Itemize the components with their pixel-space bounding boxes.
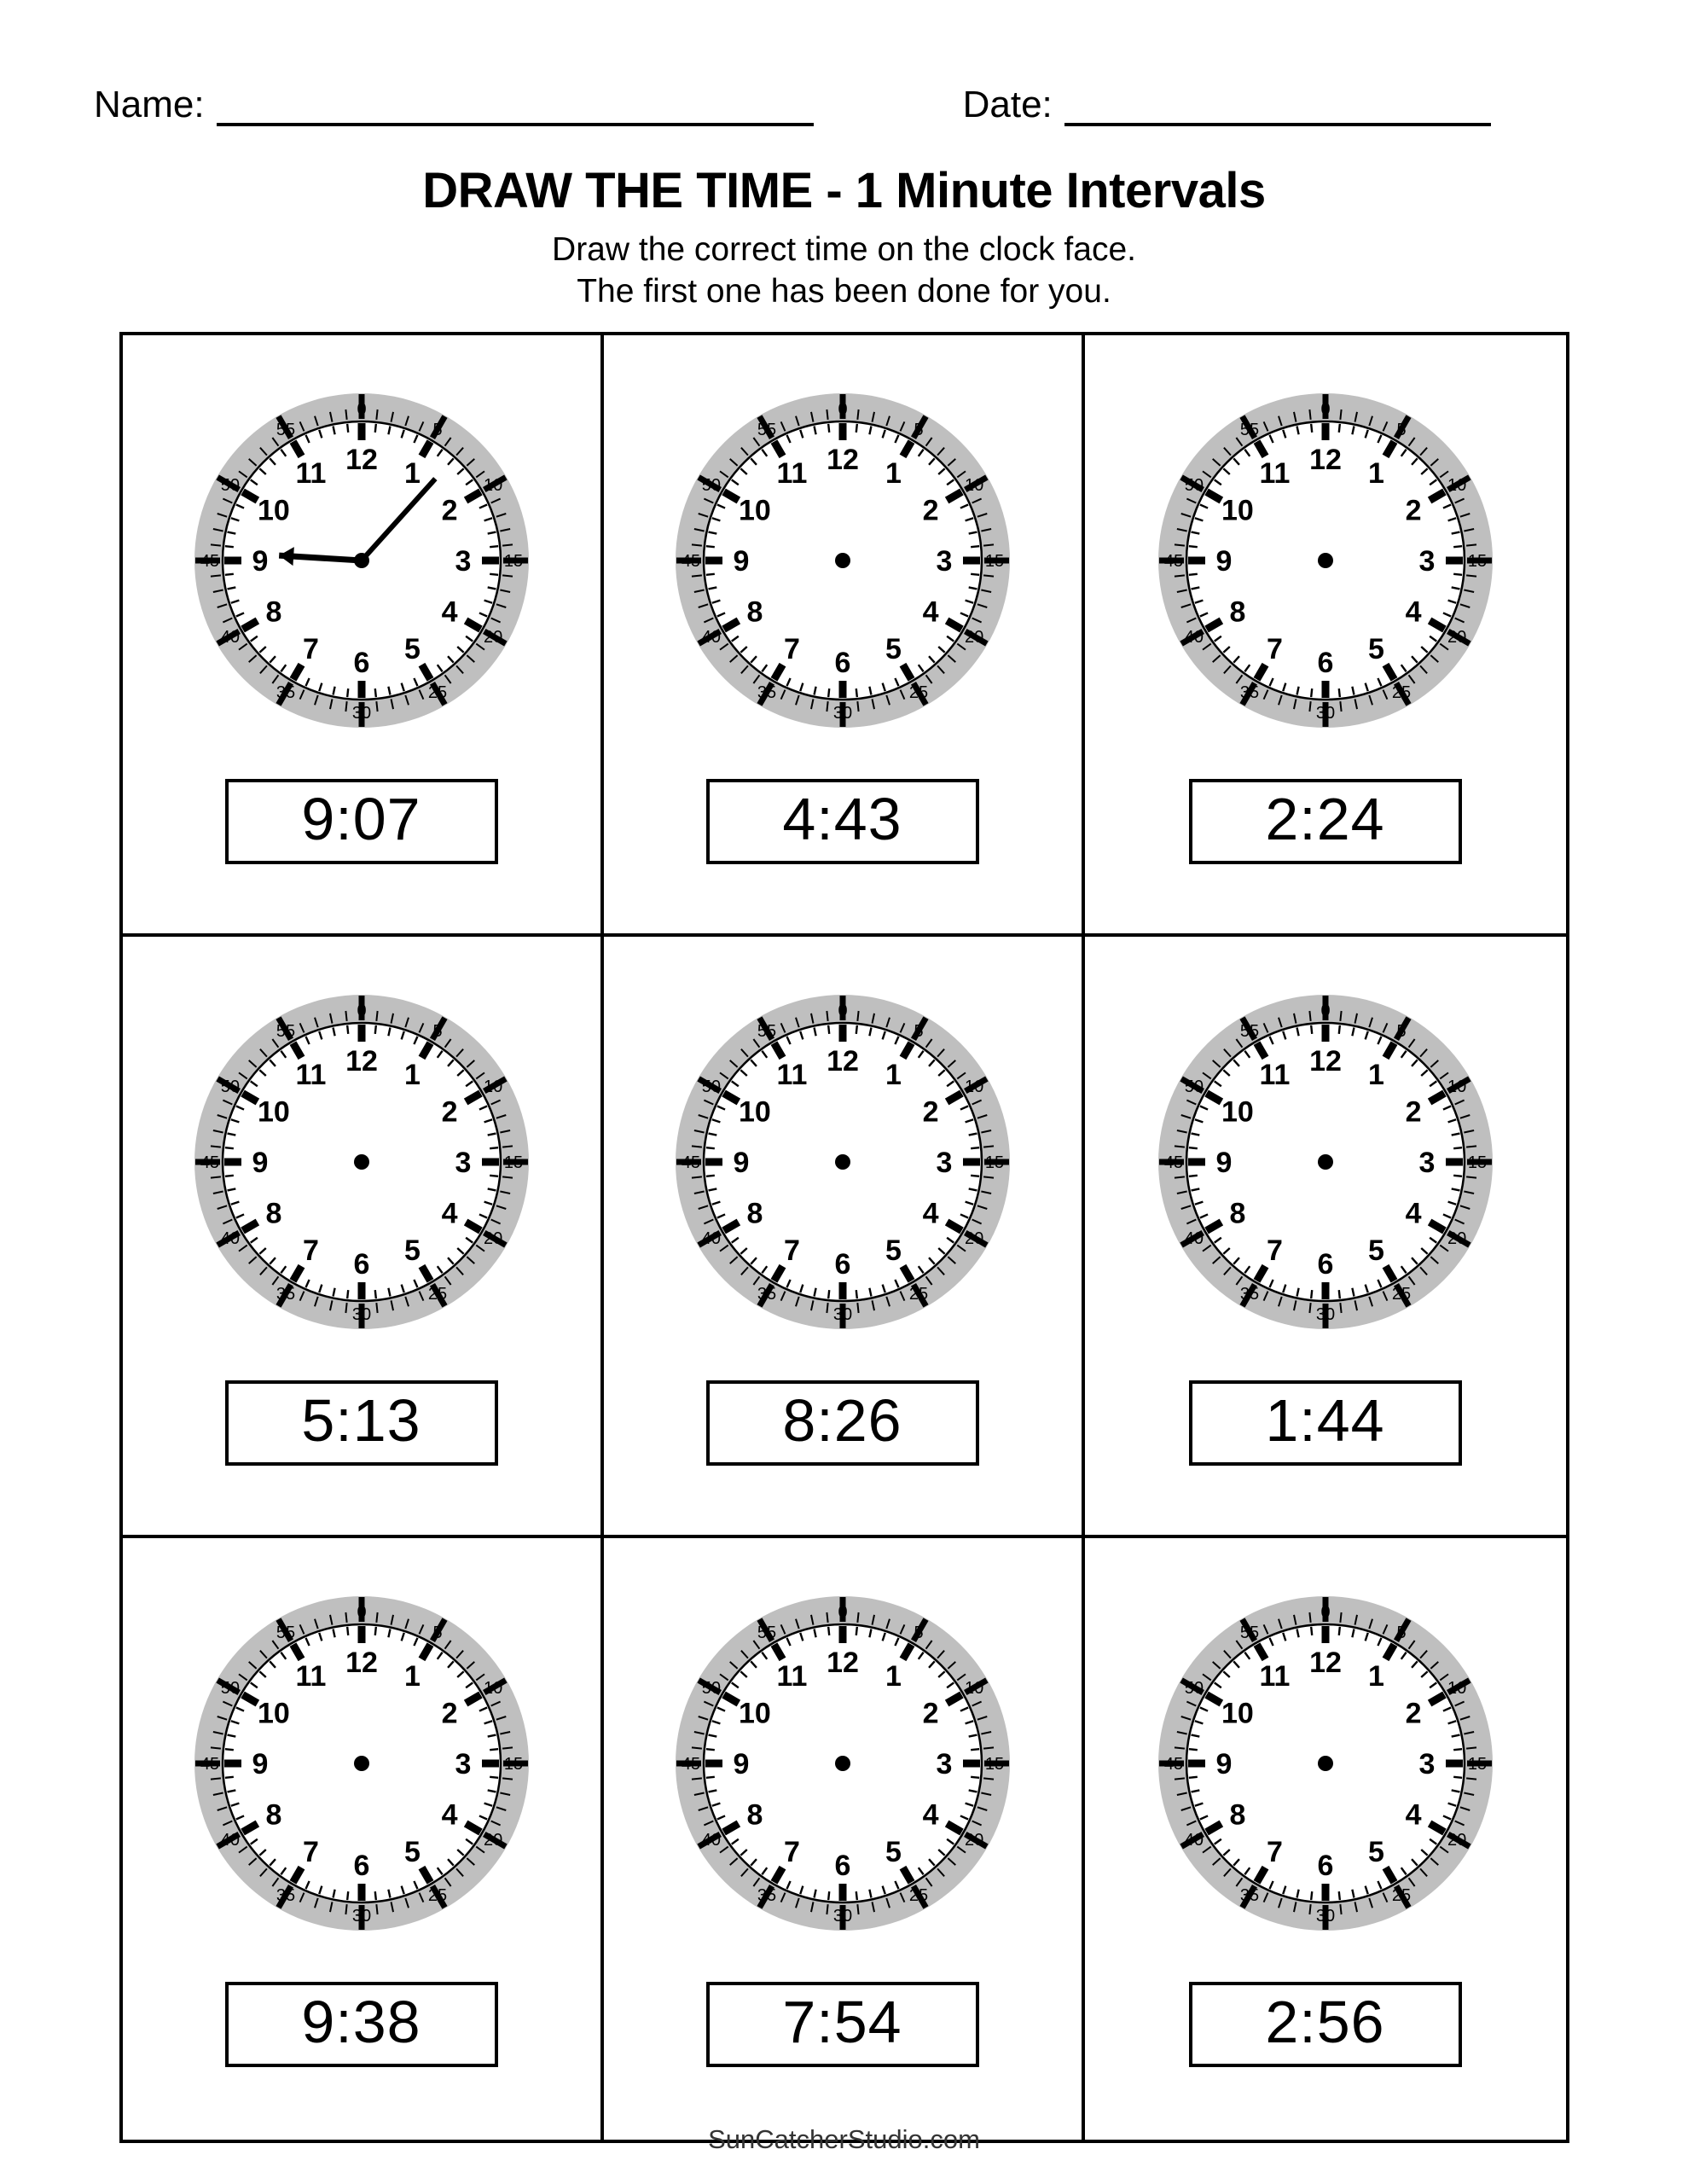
svg-text:35: 35	[1239, 1284, 1259, 1304]
svg-text:9: 9	[733, 1747, 749, 1780]
svg-text:7: 7	[1266, 632, 1283, 665]
svg-text:7: 7	[1266, 1234, 1283, 1267]
svg-text:50: 50	[220, 475, 240, 495]
svg-text:20: 20	[964, 627, 983, 647]
svg-text:3: 3	[1418, 544, 1435, 578]
svg-text:45: 45	[681, 1754, 700, 1774]
svg-text:20: 20	[1447, 627, 1466, 647]
time-label: 2:24	[1189, 779, 1462, 864]
time-label: 1:44	[1189, 1380, 1462, 1466]
svg-text:1: 1	[885, 1659, 902, 1693]
svg-text:30: 30	[351, 703, 371, 723]
svg-text:45: 45	[200, 1153, 219, 1172]
svg-text:50: 50	[220, 1077, 240, 1096]
svg-text:25: 25	[1391, 682, 1411, 702]
clock-problem-6	[1085, 937, 1566, 1538]
svg-text:15: 15	[503, 551, 523, 571]
svg-text:9: 9	[1215, 1146, 1232, 1179]
svg-text:11: 11	[295, 1659, 326, 1693]
svg-text:12: 12	[826, 443, 859, 476]
svg-text:20: 20	[1447, 1830, 1466, 1850]
svg-text:35: 35	[757, 682, 776, 702]
svg-text:7: 7	[302, 632, 319, 665]
svg-text:35: 35	[1239, 1885, 1259, 1905]
svg-text:5: 5	[403, 1234, 421, 1267]
svg-text:50: 50	[220, 1678, 240, 1698]
svg-text:15: 15	[1467, 551, 1487, 571]
svg-text:55: 55	[757, 1021, 776, 1041]
svg-text:45: 45	[200, 1754, 219, 1774]
svg-text:11: 11	[776, 1659, 807, 1693]
svg-text:5: 5	[432, 1623, 443, 1642]
svg-text:11: 11	[776, 1058, 807, 1091]
svg-text:3: 3	[936, 1747, 952, 1780]
svg-text:12: 12	[1308, 443, 1342, 476]
svg-text:25: 25	[908, 682, 928, 702]
svg-text:15: 15	[1467, 1153, 1487, 1172]
svg-text:0: 0	[837, 1001, 848, 1020]
svg-text:15: 15	[984, 1153, 1004, 1172]
svg-text:4: 4	[441, 1798, 458, 1831]
svg-text:10: 10	[483, 475, 502, 495]
svg-text:1: 1	[1367, 1058, 1384, 1091]
svg-text:15: 15	[1467, 1754, 1487, 1774]
clock-problem-5	[604, 937, 1085, 1538]
svg-text:30: 30	[832, 1906, 852, 1926]
svg-text:6: 6	[353, 646, 369, 679]
svg-text:3: 3	[936, 1146, 952, 1179]
svg-text:2: 2	[922, 1697, 939, 1729]
svg-text:45: 45	[1163, 1153, 1183, 1172]
svg-text:0: 0	[1320, 1602, 1331, 1622]
svg-text:8: 8	[1228, 595, 1245, 628]
name-label: Name:	[94, 84, 205, 125]
clock-face[interactable]	[1112, 1550, 1539, 1977]
svg-text:55: 55	[757, 1623, 776, 1642]
svg-text:6: 6	[1317, 1849, 1333, 1882]
time-label: 9:07	[225, 779, 498, 864]
svg-text:10: 10	[1221, 1095, 1254, 1128]
name-input[interactable]	[217, 85, 814, 126]
svg-text:55: 55	[276, 420, 295, 439]
svg-text:12: 12	[345, 1646, 378, 1679]
svg-text:2: 2	[922, 494, 939, 526]
svg-text:5: 5	[432, 420, 443, 439]
svg-text:20: 20	[483, 1228, 502, 1248]
page-title: DRAW THE TIME - 1 Minute Intervals	[422, 163, 1266, 218]
svg-text:5: 5	[1367, 1835, 1384, 1868]
svg-text:40: 40	[220, 1228, 240, 1248]
svg-text:30: 30	[1315, 703, 1335, 723]
svg-text:11: 11	[295, 456, 326, 490]
svg-text:7: 7	[1266, 1835, 1283, 1868]
svg-text:40: 40	[220, 627, 240, 647]
svg-text:40: 40	[1184, 627, 1204, 647]
clock-face[interactable]	[1112, 949, 1539, 1375]
svg-text:10: 10	[964, 1077, 983, 1096]
svg-text:6: 6	[1317, 646, 1333, 679]
svg-text:9: 9	[252, 544, 268, 578]
time-label: 4:43	[706, 779, 979, 864]
instruction-line-2: The first one has been done for you.	[577, 272, 1111, 310]
svg-text:2: 2	[441, 1095, 458, 1128]
svg-text:12: 12	[345, 443, 378, 476]
svg-text:50: 50	[1184, 1678, 1204, 1698]
svg-text:0: 0	[356, 1001, 367, 1020]
svg-text:2: 2	[441, 1697, 458, 1729]
svg-text:50: 50	[701, 1077, 721, 1096]
svg-text:45: 45	[1163, 551, 1183, 571]
svg-text:25: 25	[908, 1284, 928, 1304]
svg-text:10: 10	[1221, 494, 1254, 526]
svg-text:7: 7	[783, 1835, 800, 1868]
svg-text:4: 4	[922, 595, 939, 628]
svg-text:11: 11	[1259, 1659, 1290, 1693]
svg-text:8: 8	[264, 1798, 281, 1831]
svg-text:20: 20	[1447, 1228, 1466, 1248]
svg-text:7: 7	[783, 632, 800, 665]
svg-text:8: 8	[1228, 1197, 1245, 1229]
time-label: 7:54	[706, 1982, 979, 2067]
svg-text:40: 40	[701, 1830, 721, 1850]
svg-text:0: 0	[837, 1602, 848, 1622]
svg-text:5: 5	[913, 1021, 924, 1041]
svg-text:6: 6	[834, 646, 850, 679]
svg-text:40: 40	[1184, 1830, 1204, 1850]
svg-text:4: 4	[922, 1798, 939, 1831]
svg-text:4: 4	[922, 1197, 939, 1229]
svg-text:10: 10	[738, 494, 771, 526]
svg-text:4: 4	[1405, 1798, 1422, 1831]
svg-text:1: 1	[403, 456, 421, 490]
svg-text:50: 50	[1184, 1077, 1204, 1096]
svg-text:10: 10	[964, 1678, 983, 1698]
svg-text:6: 6	[834, 1247, 850, 1281]
svg-text:30: 30	[1315, 1304, 1335, 1324]
svg-text:45: 45	[681, 551, 700, 571]
svg-text:10: 10	[1447, 1678, 1466, 1698]
svg-text:10: 10	[738, 1697, 771, 1729]
svg-text:25: 25	[1391, 1885, 1411, 1905]
clock-problem-9	[1085, 1538, 1566, 2140]
svg-text:9: 9	[733, 544, 749, 578]
svg-text:45: 45	[1163, 1754, 1183, 1774]
svg-text:10: 10	[483, 1678, 502, 1698]
svg-text:9: 9	[733, 1146, 749, 1179]
svg-text:55: 55	[1239, 1021, 1259, 1041]
svg-text:25: 25	[908, 1885, 928, 1905]
svg-text:5: 5	[1395, 420, 1407, 439]
svg-text:35: 35	[276, 682, 295, 702]
clock-face[interactable]	[148, 347, 575, 774]
svg-text:20: 20	[483, 1830, 502, 1850]
time-label: 9:38	[225, 1982, 498, 2067]
clock-problem-2	[604, 335, 1085, 937]
svg-text:5: 5	[432, 1021, 443, 1041]
svg-text:25: 25	[427, 1284, 447, 1304]
clock-problem-7	[123, 1538, 604, 2140]
svg-text:35: 35	[757, 1284, 776, 1304]
svg-text:11: 11	[1259, 1058, 1290, 1091]
svg-text:5: 5	[885, 1234, 902, 1267]
svg-text:9: 9	[1215, 1747, 1232, 1780]
clock-face[interactable]	[148, 1550, 575, 1977]
svg-text:3: 3	[1418, 1146, 1435, 1179]
svg-text:15: 15	[503, 1754, 523, 1774]
svg-text:2: 2	[441, 494, 458, 526]
svg-text:1: 1	[885, 1058, 902, 1091]
svg-text:10: 10	[257, 1095, 290, 1128]
svg-text:6: 6	[834, 1849, 850, 1882]
svg-text:12: 12	[826, 1044, 859, 1077]
svg-text:35: 35	[276, 1885, 295, 1905]
svg-text:5: 5	[885, 1835, 902, 1868]
svg-text:50: 50	[701, 475, 721, 495]
svg-text:45: 45	[200, 551, 219, 571]
svg-text:0: 0	[356, 399, 367, 419]
clock-problem-3	[1085, 335, 1566, 937]
svg-text:20: 20	[964, 1830, 983, 1850]
svg-text:7: 7	[302, 1234, 319, 1267]
svg-text:2: 2	[1405, 494, 1422, 526]
footer-credit: SunCatcherStudio.com	[708, 2124, 980, 2154]
svg-text:12: 12	[1308, 1044, 1342, 1077]
svg-text:12: 12	[826, 1646, 859, 1679]
svg-text:55: 55	[1239, 1623, 1259, 1642]
clock-face[interactable]	[629, 347, 1056, 774]
svg-text:10: 10	[964, 475, 983, 495]
svg-text:4: 4	[1405, 1197, 1422, 1229]
svg-text:0: 0	[356, 1602, 367, 1622]
svg-text:30: 30	[832, 1304, 852, 1324]
date-label: Date:	[962, 84, 1053, 125]
svg-text:30: 30	[832, 703, 852, 723]
svg-text:50: 50	[701, 1678, 721, 1698]
clock-problem-4	[123, 937, 604, 1538]
svg-text:10: 10	[257, 494, 290, 526]
svg-text:7: 7	[302, 1835, 319, 1868]
svg-text:10: 10	[1447, 475, 1466, 495]
svg-text:40: 40	[220, 1830, 240, 1850]
svg-text:15: 15	[503, 1153, 523, 1172]
clock-problem-8	[604, 1538, 1085, 2140]
svg-text:2: 2	[1405, 1095, 1422, 1128]
svg-text:3: 3	[936, 544, 952, 578]
svg-text:1: 1	[1367, 1659, 1384, 1693]
svg-text:0: 0	[837, 399, 848, 419]
svg-text:5: 5	[1367, 632, 1384, 665]
svg-text:5: 5	[1395, 1623, 1407, 1642]
svg-text:6: 6	[353, 1849, 369, 1882]
svg-text:20: 20	[964, 1228, 983, 1248]
svg-text:55: 55	[276, 1021, 295, 1041]
svg-text:8: 8	[264, 1197, 281, 1229]
svg-text:35: 35	[276, 1284, 295, 1304]
clock-grid	[119, 332, 1569, 2143]
svg-text:5: 5	[403, 632, 421, 665]
svg-text:15: 15	[984, 1754, 1004, 1774]
time-label: 8:26	[706, 1380, 979, 1466]
svg-text:5: 5	[885, 632, 902, 665]
svg-text:30: 30	[1315, 1906, 1335, 1926]
svg-text:5: 5	[1367, 1234, 1384, 1267]
svg-text:8: 8	[745, 595, 763, 628]
time-label: 5:13	[225, 1380, 498, 1466]
clock-problem-1	[123, 335, 604, 937]
svg-text:55: 55	[757, 420, 776, 439]
svg-text:5: 5	[1395, 1021, 1407, 1041]
svg-text:5: 5	[913, 420, 924, 439]
svg-text:10: 10	[1221, 1697, 1254, 1729]
clock-face[interactable]	[148, 949, 575, 1375]
svg-text:3: 3	[455, 1747, 471, 1780]
svg-text:4: 4	[1405, 595, 1422, 628]
svg-text:50: 50	[1184, 475, 1204, 495]
svg-text:55: 55	[1239, 420, 1259, 439]
svg-text:15: 15	[984, 551, 1004, 571]
svg-text:7: 7	[783, 1234, 800, 1267]
svg-text:4: 4	[441, 595, 458, 628]
svg-text:20: 20	[483, 627, 502, 647]
svg-text:2: 2	[922, 1095, 939, 1128]
svg-text:3: 3	[455, 544, 471, 578]
svg-text:3: 3	[1418, 1747, 1435, 1780]
svg-text:1: 1	[885, 456, 902, 490]
svg-text:10: 10	[738, 1095, 771, 1128]
svg-text:12: 12	[1308, 1646, 1342, 1679]
svg-text:5: 5	[403, 1835, 421, 1868]
svg-text:9: 9	[1215, 544, 1232, 578]
svg-text:0: 0	[1320, 1001, 1331, 1020]
svg-text:12: 12	[345, 1044, 378, 1077]
instruction-line-1: Draw the correct time on the clock face.	[552, 231, 1136, 268]
svg-text:55: 55	[276, 1623, 295, 1642]
svg-text:11: 11	[1259, 456, 1290, 490]
svg-text:9: 9	[252, 1747, 268, 1780]
svg-text:35: 35	[757, 1885, 776, 1905]
svg-text:8: 8	[1228, 1798, 1245, 1831]
clock-face[interactable]	[1112, 347, 1539, 774]
svg-text:8: 8	[264, 595, 281, 628]
clock-face[interactable]	[629, 1550, 1056, 1977]
svg-text:30: 30	[351, 1906, 371, 1926]
svg-text:35: 35	[1239, 682, 1259, 702]
svg-text:10: 10	[1447, 1077, 1466, 1096]
time-label: 2:56	[1189, 1982, 1462, 2067]
clock-face[interactable]	[629, 949, 1056, 1375]
svg-text:11: 11	[295, 1058, 326, 1091]
svg-text:25: 25	[1391, 1284, 1411, 1304]
svg-text:10: 10	[483, 1077, 502, 1096]
svg-text:8: 8	[745, 1197, 763, 1229]
date-input[interactable]	[1064, 85, 1491, 126]
svg-text:40: 40	[701, 1228, 721, 1248]
name-date-row	[0, 0, 1688, 126]
svg-text:3: 3	[455, 1146, 471, 1179]
svg-text:4: 4	[441, 1197, 458, 1229]
svg-text:0: 0	[1320, 399, 1331, 419]
svg-text:10: 10	[257, 1697, 290, 1729]
svg-text:6: 6	[1317, 1247, 1333, 1281]
svg-text:40: 40	[1184, 1228, 1204, 1248]
svg-text:25: 25	[427, 1885, 447, 1905]
svg-text:6: 6	[353, 1247, 369, 1281]
svg-text:11: 11	[776, 456, 807, 490]
svg-text:40: 40	[701, 627, 721, 647]
svg-text:1: 1	[403, 1058, 421, 1091]
svg-text:8: 8	[745, 1798, 763, 1831]
svg-text:25: 25	[427, 682, 447, 702]
svg-text:5: 5	[913, 1623, 924, 1642]
svg-text:2: 2	[1405, 1697, 1422, 1729]
svg-text:45: 45	[681, 1153, 700, 1172]
svg-text:30: 30	[351, 1304, 371, 1324]
svg-text:1: 1	[403, 1659, 421, 1693]
svg-text:1: 1	[1367, 456, 1384, 490]
svg-text:9: 9	[252, 1146, 268, 1179]
